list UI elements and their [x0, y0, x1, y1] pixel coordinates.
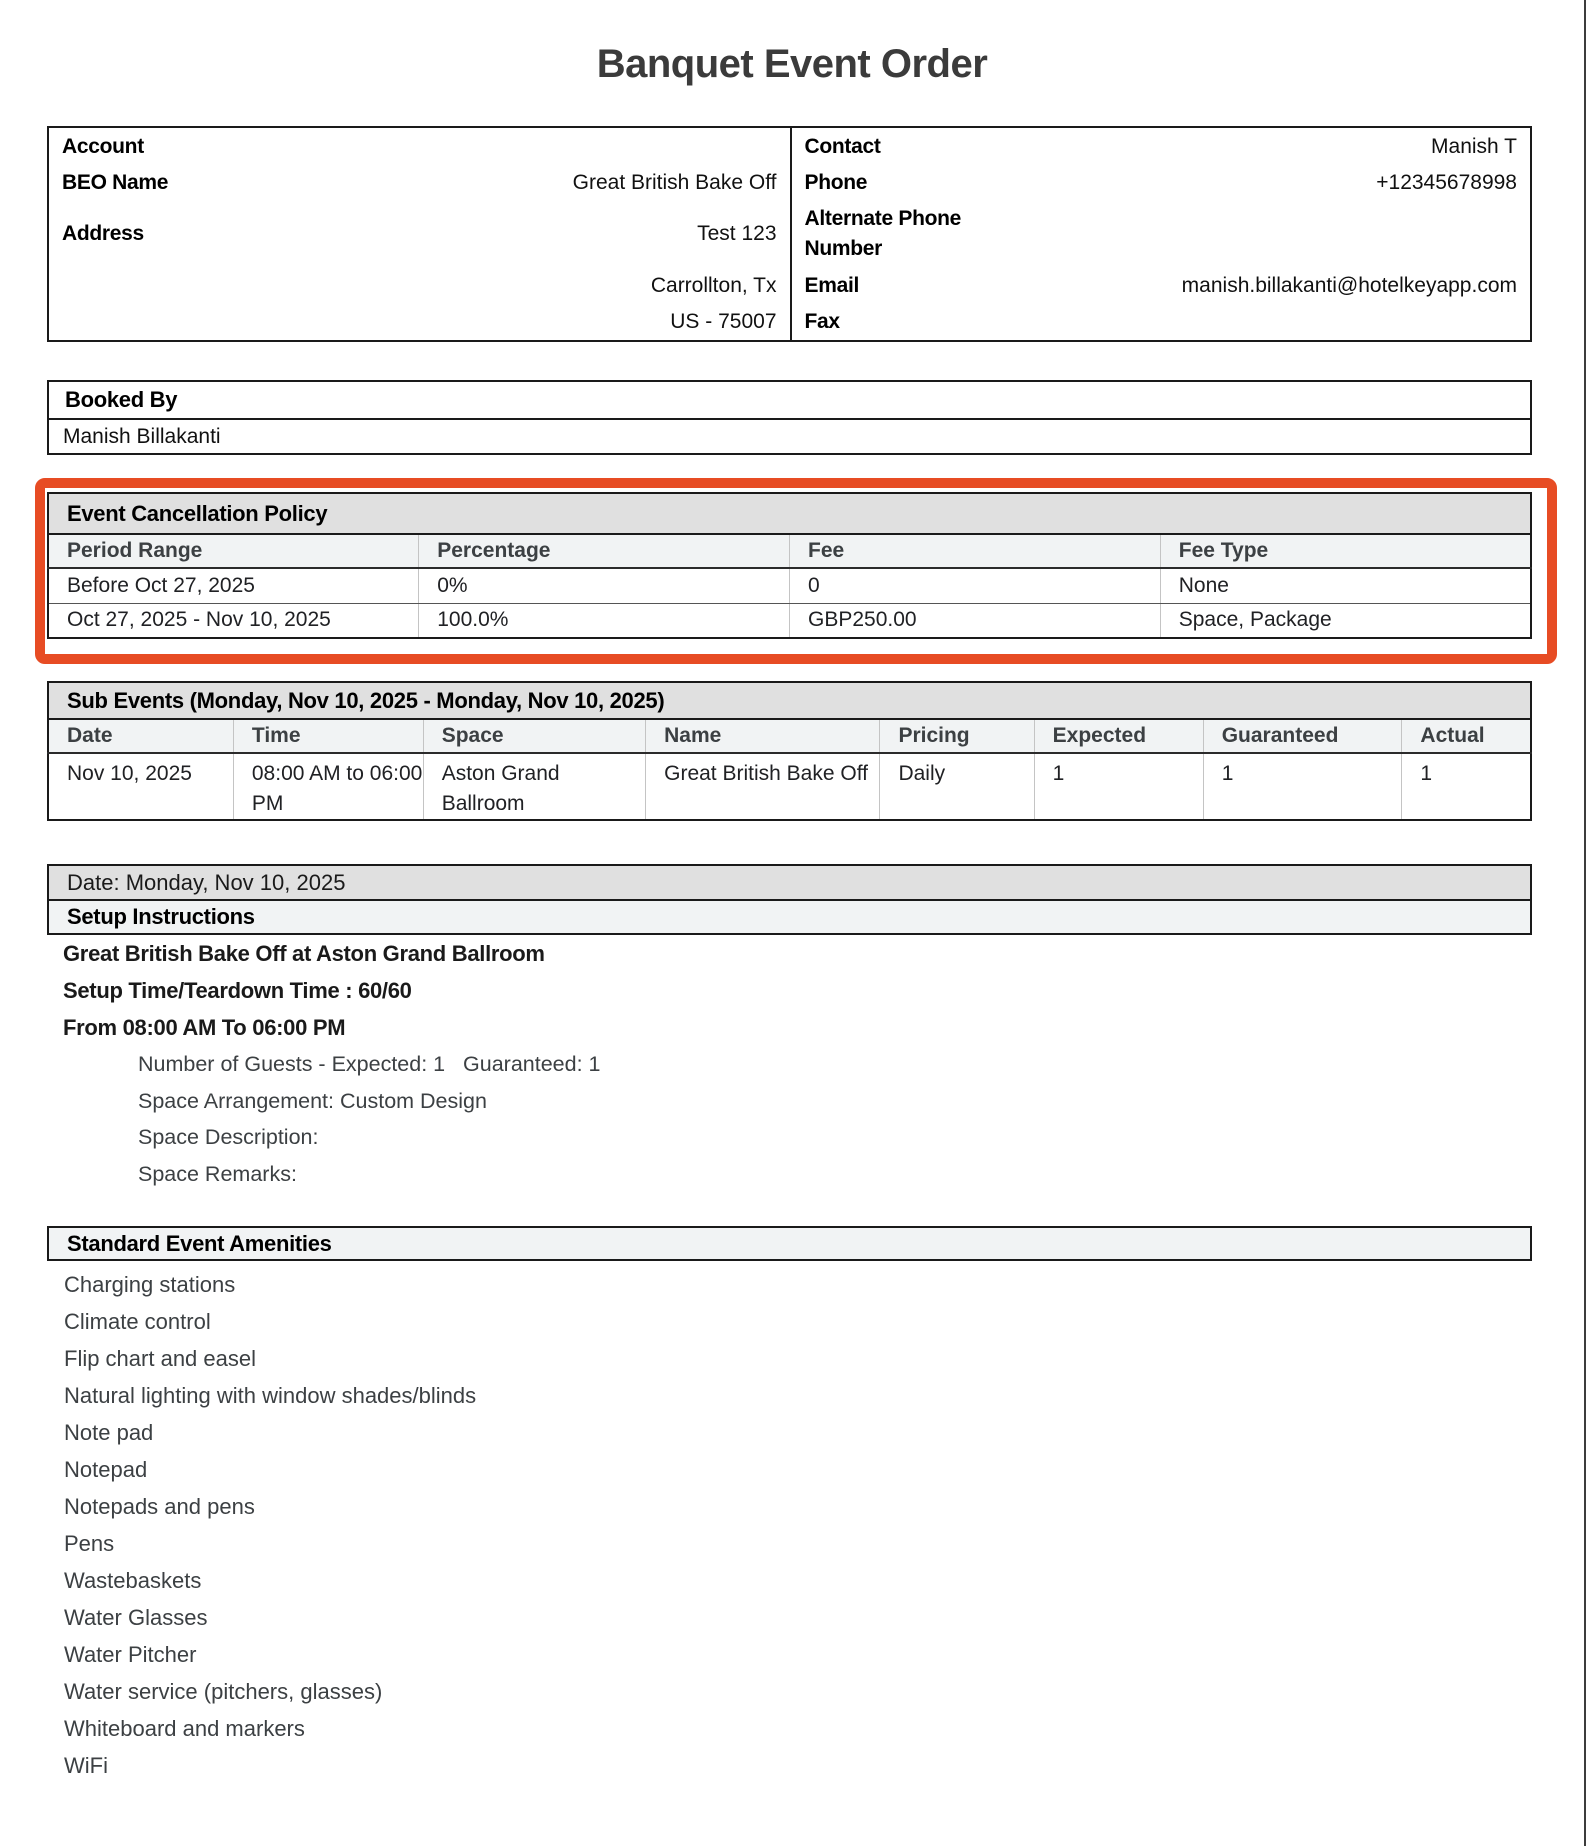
- account-row: [49, 128, 790, 165]
- contact-column: [790, 128, 1531, 340]
- address-line-2: Carrollton, Tx: [650, 273, 777, 297]
- sub-event-row: [48, 753, 1531, 820]
- email-row: [792, 268, 1531, 303]
- beo-name-label: BEO Name: [62, 170, 169, 194]
- sub-events-table: [47, 681, 1532, 821]
- cancellation-section-header: [48, 493, 1531, 534]
- address-row: [49, 200, 790, 268]
- contact-label: Contact: [804, 134, 881, 158]
- event-date-header: Date: Monday, Nov 10, 2025: [48, 865, 1531, 900]
- period-range-cell: Oct 27, 2025 - Nov 10, 2025: [67, 608, 331, 632]
- account-contact-table: [47, 126, 1532, 342]
- account-label: Account: [62, 134, 144, 158]
- amenity-item: Flip chart and easel: [64, 1346, 256, 1371]
- sub-event-expected: 1: [1034, 753, 1203, 820]
- cancellation-column-header-row: [48, 534, 1531, 568]
- account-column: [49, 128, 790, 340]
- col-actual: Actual: [1402, 719, 1531, 753]
- email-value: manish.billakanti@hotelkeyapp.com: [1181, 273, 1517, 297]
- space-arrangement-line: Space Arrangement: Custom Design: [138, 1088, 487, 1113]
- page-title: Banquet Event Order: [596, 42, 988, 86]
- address-label: Address: [62, 222, 144, 245]
- col-name: Name: [646, 719, 880, 753]
- fee-cell: GBP250.00: [790, 603, 1161, 638]
- phone-row: [792, 165, 1531, 200]
- amenity-item: Water Glasses: [64, 1605, 208, 1630]
- sub-event-pricing: Daily: [880, 753, 1034, 820]
- amenities-list: [47, 1266, 1532, 1784]
- sub-event-name: Great British Bake Off: [646, 753, 880, 820]
- amenity-item: WiFi: [64, 1753, 108, 1778]
- percentage-cell: 0%: [419, 568, 790, 603]
- col-period-range: Period Range: [48, 534, 419, 568]
- amenity-item: Notepad: [64, 1457, 148, 1482]
- col-fee-type: Fee Type: [1160, 534, 1531, 568]
- fee-type-cell: None: [1160, 568, 1531, 603]
- fee-type-cell: Space, Package: [1160, 603, 1531, 638]
- col-fee: Fee: [790, 534, 1161, 568]
- amenity-item: Pens: [64, 1531, 115, 1556]
- address-line-3: US - 75007: [670, 309, 777, 333]
- amenities-header-table: [47, 1226, 1532, 1261]
- amenity-item: Note pad: [64, 1420, 154, 1445]
- percentage-cell: 100.0%: [419, 603, 790, 638]
- amenity-item: Climate control: [64, 1309, 211, 1334]
- amenity-item: Wastebaskets: [64, 1568, 202, 1593]
- sub-event-space: Aston Grand Ballroom: [423, 753, 645, 820]
- address-city-row: [49, 268, 790, 303]
- period-range-cell: Before Oct 27, 2025: [48, 568, 419, 603]
- fax-row: [792, 303, 1531, 340]
- sub-event-date: Nov 10, 2025: [67, 762, 192, 785]
- booked-by-table: [47, 380, 1532, 455]
- setup-teardown-time-line: Setup Time/Teardown Time : 60/60: [63, 978, 412, 1003]
- setup-from-to-line: From 08:00 AM To 06:00 PM: [63, 1015, 346, 1040]
- phone-label: Phone: [804, 170, 868, 194]
- event-day-table: [47, 864, 1532, 935]
- sub-events-section-header: [48, 682, 1531, 719]
- sub-event-guaranteed: 1: [1203, 753, 1402, 820]
- space-remarks-line: Space Remarks:: [138, 1161, 297, 1186]
- amenity-item: Whiteboard and markers: [64, 1716, 305, 1741]
- alternate-phone-row: [792, 200, 1531, 268]
- contact-row: [792, 128, 1531, 165]
- sub-events-section-title: Sub Events (Monday, Nov 10, 2025 - Monday, Nov 10, 2025): [48, 682, 1531, 719]
- address-line-1: Test 123: [697, 222, 777, 245]
- col-percentage: Percentage: [419, 534, 790, 568]
- cancellation-row: [48, 568, 1531, 603]
- amenities-header-row: [48, 1227, 1531, 1260]
- cancellation-section-title: Event Cancellation Policy: [48, 493, 1531, 534]
- booked-by-value: Manish Billakanti: [63, 424, 221, 448]
- col-pricing: Pricing: [880, 719, 1034, 753]
- email-label: Email: [804, 273, 860, 297]
- amenities-header: Standard Event Amenities: [48, 1227, 1531, 1260]
- guests-count-line: Number of Guests - Expected: 1 Guaranteed: 1: [138, 1052, 601, 1076]
- address-zip-row: [49, 303, 790, 340]
- contact-value: Manish T: [1431, 134, 1517, 158]
- beo-name-value: Great British Bake Off: [572, 170, 777, 194]
- cancellation-highlight-border: [35, 478, 1557, 664]
- beo-name-row: [49, 165, 790, 200]
- amenity-item: Water Pitcher: [64, 1642, 197, 1667]
- space-description-line: Space Description:: [138, 1125, 319, 1149]
- document-body: [47, 126, 1532, 1784]
- cancellation-policy-table: [47, 492, 1532, 639]
- setup-instructions-header-row: [48, 900, 1531, 934]
- booked-by-header: Booked By: [49, 382, 1530, 420]
- phone-value: +12345678998: [1376, 170, 1517, 194]
- setup-event-location-line: Great British Bake Off at Aston Grand Ballroom: [63, 941, 545, 966]
- col-expected: Expected: [1034, 719, 1203, 753]
- col-date: Date: [48, 719, 233, 753]
- fax-label: Fax: [804, 309, 840, 333]
- event-date-header-row: [48, 865, 1531, 900]
- alternate-phone-label: Alternate Phone Number: [804, 207, 962, 260]
- amenity-item: Charging stations: [64, 1272, 236, 1297]
- col-guaranteed: Guaranteed: [1203, 719, 1402, 753]
- amenity-item: Water service (pitchers, glasses): [64, 1679, 383, 1704]
- col-space: Space: [423, 719, 645, 753]
- sub-event-actual: 1: [1402, 753, 1531, 820]
- sub-event-time: 08:00 AM to 06:00 PM: [233, 753, 423, 820]
- col-time: Time: [233, 719, 423, 753]
- amenity-item: Natural lighting with window shades/blinds: [64, 1383, 477, 1408]
- setup-instructions-block: [47, 935, 1532, 1192]
- setup-instructions-header: Setup Instructions: [48, 900, 1531, 934]
- cancellation-row: [48, 603, 1531, 638]
- sub-events-column-header-row: [48, 719, 1531, 753]
- amenity-item: Notepads and pens: [64, 1494, 255, 1519]
- fee-cell: 0: [790, 568, 1161, 603]
